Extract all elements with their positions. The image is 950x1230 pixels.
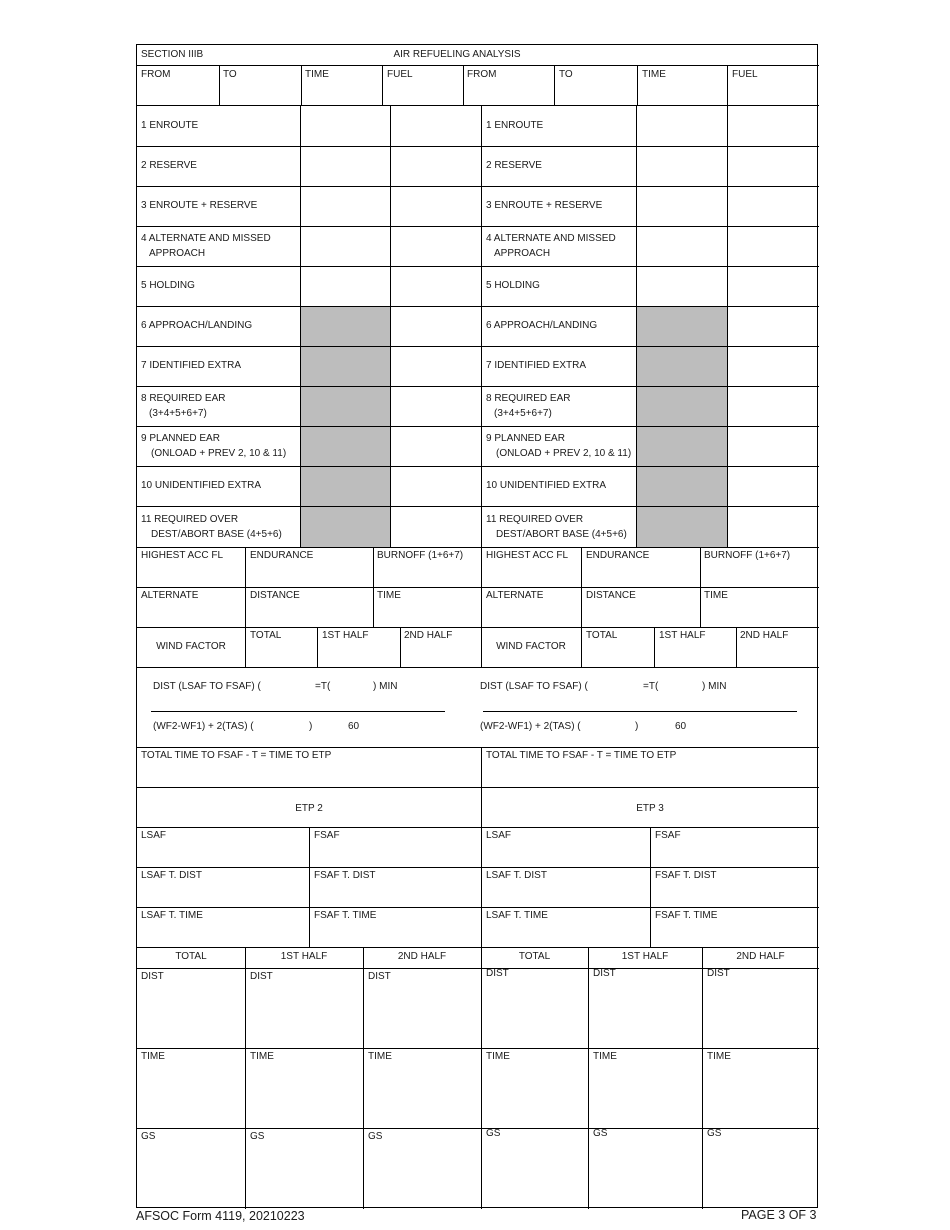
left-min-label: ) MIN <box>373 681 398 692</box>
left-sixty-label: 60 <box>348 721 360 732</box>
left-time-field-2[interactable] <box>303 148 388 184</box>
right-to-input[interactable] <box>559 85 635 103</box>
wind-divider-left <box>245 627 246 667</box>
left-2nd-half-dist-label: DIST <box>368 971 391 982</box>
right-bottom-1st-half-header: 1ST HALF <box>621 951 669 962</box>
right-row-label-8: 8 REQUIRED EAR <box>486 393 571 404</box>
wind-divider-right <box>654 627 655 667</box>
left-header-from: FROM <box>141 69 171 80</box>
right-header-fuel: FUEL <box>732 69 758 80</box>
left-fuel-field-4[interactable] <box>393 228 479 264</box>
left-denominator-label: (WF2-WF1) + 2(TAS) ( <box>153 721 254 732</box>
right-row-sublabel-4: APPROACH <box>494 248 551 259</box>
left-row-label-1: 1 ENROUTE <box>141 120 199 131</box>
shaded-cell <box>301 507 390 547</box>
summary-divider-left <box>245 547 246 627</box>
bottom-column-divider <box>702 947 703 1209</box>
right-2nd-half-dist-label: DIST <box>707 968 730 979</box>
left-header-fuel: FUEL <box>387 69 413 80</box>
bottom-column-divider <box>245 947 246 1209</box>
right-row-label-11: 11 REQUIRED OVER <box>486 514 584 525</box>
fuel-column-divider <box>481 105 482 547</box>
summary-divider-left <box>373 547 374 627</box>
right-dist-formula-label: DIST (LSAF TO FSAF) ( <box>480 681 588 692</box>
left-header-to: TO <box>223 69 237 80</box>
left-fsaf-t-time-label: FSAF T. TIME <box>314 910 377 921</box>
right-distance-label: DISTANCE <box>586 590 636 601</box>
etp-3-title: ETP 3 <box>636 803 664 814</box>
right-total-gs-label: GS <box>486 1128 501 1139</box>
right-lsaf-t-time-label: LSAF T. TIME <box>486 910 548 921</box>
bottom-column-divider <box>588 947 589 1209</box>
page-number: PAGE 3 OF 3 <box>741 1208 817 1222</box>
right-endurance-label: ENDURANCE <box>586 550 650 561</box>
route-header-divider <box>382 65 383 105</box>
right-1st-half-dist-label: DIST <box>593 968 616 979</box>
right-row-sublabel-8: (3+4+5+6+7) <box>494 408 552 419</box>
left-total-time-label: TIME <box>141 1051 165 1062</box>
route-header-divider <box>219 65 220 105</box>
left-row-label-4: 4 ALTERNATE AND MISSED <box>141 233 271 244</box>
left-time-label: TIME <box>377 590 401 601</box>
right-1st-half-time-label: TIME <box>593 1051 617 1062</box>
left-row-label-8: 8 REQUIRED EAR <box>141 393 226 404</box>
right-header-to: TO <box>559 69 573 80</box>
right-fuel-field-3[interactable] <box>730 188 816 224</box>
route-header-divider <box>637 65 638 105</box>
left-wind-1st-half-label: 1ST HALF <box>322 630 369 641</box>
right-wind-factor-label: WIND FACTOR <box>496 641 566 652</box>
etp-divider-right <box>650 827 651 947</box>
right-fuel-field-10[interactable] <box>730 468 816 504</box>
left-dist-formula-label: DIST (LSAF TO FSAF) ( <box>153 681 261 692</box>
right-fuel-field-1[interactable] <box>730 107 816 144</box>
left-time-field-5[interactable] <box>303 268 388 304</box>
left-total-time-label: TOTAL TIME TO FSAF - T = TIME TO ETP <box>141 750 332 761</box>
left-row-sublabel-8: (3+4+5+6+7) <box>149 408 207 419</box>
left-fuel-input[interactable] <box>387 85 461 103</box>
wind-divider <box>137 667 819 668</box>
route-header-divider <box>554 65 555 105</box>
shaded-cell <box>301 307 390 346</box>
right-fuel-field-4[interactable] <box>730 228 816 264</box>
left-row-label-5: 5 HOLDING <box>141 280 195 291</box>
route-header-divider <box>463 65 464 105</box>
left-bottom-2nd-half-header: 2ND HALF <box>397 951 447 962</box>
etp-row-divider <box>137 947 819 948</box>
bottom-column-divider <box>363 947 364 1209</box>
right-fsaf-t-time-label: FSAF T. TIME <box>655 910 718 921</box>
left-fraction-bar <box>151 711 445 712</box>
right-lsaf-t-dist-label: LSAF T. DIST <box>486 870 547 881</box>
left-fuel-field-8[interactable] <box>393 388 479 424</box>
right-time-field-2[interactable] <box>639 148 725 184</box>
shaded-cell <box>637 467 727 506</box>
left-fuel-field-5[interactable] <box>393 268 479 304</box>
left-to-input[interactable] <box>223 85 299 103</box>
right-total-time-label: TIME <box>486 1051 510 1062</box>
left-highest-acc-fl-label: HIGHEST ACC FL <box>141 550 224 561</box>
wind-divider-right <box>736 627 737 667</box>
shaded-cell <box>637 387 727 426</box>
left-close-paren: ) <box>309 721 313 732</box>
right-total-dist-label: DIST <box>486 968 509 979</box>
left-lsaf-label: LSAF <box>141 830 167 841</box>
right-time-label: TIME <box>704 590 728 601</box>
summary-divider-right <box>700 547 701 627</box>
left-row-sublabel-4: APPROACH <box>149 248 206 259</box>
left-header-time: TIME <box>305 69 329 80</box>
left-bottom-total-header: TOTAL <box>175 951 207 962</box>
left-time-field-4[interactable] <box>303 228 388 264</box>
right-bottom-2nd-half-header: 2ND HALF <box>736 951 785 962</box>
right-fsaf-label: FSAF <box>655 830 681 841</box>
left-bottom-1st-half-header: 1ST HALF <box>280 951 328 962</box>
route-header-divider <box>727 65 728 105</box>
left-2nd-half-gs-label: GS <box>368 1131 383 1142</box>
left-row-sublabel-9: (ONLOAD + PREV 2, 10 & 11) <box>151 448 287 459</box>
etp-row-divider <box>137 867 819 868</box>
right-fuel-field-8[interactable] <box>730 388 816 424</box>
right-row-label-6: 6 APPROACH/LANDING <box>486 320 598 331</box>
right-fuel-field-7[interactable] <box>730 348 816 384</box>
fuel-row-divider <box>137 186 819 187</box>
right-2nd-half-gs-label: GS <box>707 1128 722 1139</box>
right-fsaf-t-dist-label: FSAF T. DIST <box>655 870 717 881</box>
left-1st-half-dist-label: DIST <box>250 971 273 982</box>
wind-divider-right <box>581 627 582 667</box>
right-time-field-3[interactable] <box>639 188 725 224</box>
left-wind-total-label: TOTAL <box>250 630 282 641</box>
center-divider <box>481 747 482 1209</box>
left-row-label-11: 11 REQUIRED OVER <box>141 514 239 525</box>
right-fuel-input[interactable] <box>732 85 816 103</box>
left-fuel-field-9[interactable] <box>393 428 479 464</box>
left-fuel-field-2[interactable] <box>393 148 479 184</box>
left-total-dist-label: DIST <box>141 971 164 982</box>
right-fuel-field-9[interactable] <box>730 428 816 464</box>
left-row-sublabel-11: DEST/ABORT BASE (4+5+6) <box>151 529 282 540</box>
right-header-from: FROM <box>467 69 497 80</box>
left-fuel-field-1[interactable] <box>393 107 479 144</box>
form-id: AFSOC Form 4119, 20210223 <box>136 1209 305 1223</box>
right-time-field-1[interactable] <box>639 107 725 144</box>
right-time-input[interactable] <box>642 85 725 103</box>
etp-divider <box>137 827 819 828</box>
right-row-label-10: 10 UNIDENTIFIED EXTRA <box>486 480 607 491</box>
etp-2-title: ETP 2 <box>295 803 323 814</box>
right-1st-half-gs-label: GS <box>593 1128 608 1139</box>
wind-divider-left <box>317 627 318 667</box>
shaded-cell <box>301 387 390 426</box>
left-distance-label: DISTANCE <box>250 590 300 601</box>
left-total-gs-label: GS <box>141 1131 156 1142</box>
shaded-cell <box>301 427 390 466</box>
left-1st-half-gs-label: GS <box>250 1131 265 1142</box>
right-row-label-7: 7 IDENTIFIED EXTRA <box>486 360 587 371</box>
left-wind-2nd-half-label: 2ND HALF <box>404 630 453 641</box>
left-fuel-field-6[interactable] <box>393 308 479 344</box>
right-row-label-4: 4 ALTERNATE AND MISSED <box>486 233 616 244</box>
fuel-row-divider <box>137 105 819 106</box>
summary-divider <box>137 627 819 628</box>
fuel-row-divider <box>137 146 819 147</box>
shaded-cell <box>637 507 727 547</box>
etp-divider-left <box>309 827 310 947</box>
section-label: SECTION IIIB <box>141 49 204 60</box>
right-wind-2nd-half-label: 2ND HALF <box>740 630 789 641</box>
wind-divider-left <box>400 627 401 667</box>
left-time-input[interactable] <box>305 85 380 103</box>
air-refueling-analysis-form <box>136 44 818 1208</box>
right-row-sublabel-11: DEST/ABORT BASE (4+5+6) <box>496 529 627 540</box>
left-row-label-10: 10 UNIDENTIFIED EXTRA <box>141 480 262 491</box>
left-row-label-2: 2 RESERVE <box>141 160 197 171</box>
left-row-label-6: 6 APPROACH/LANDING <box>141 320 253 331</box>
fuel-column-divider <box>390 105 391 547</box>
right-fuel-field-5[interactable] <box>730 268 816 304</box>
shaded-cell <box>301 347 390 386</box>
right-wind-1st-half-label: 1ST HALF <box>659 630 706 641</box>
left-fsaf-label: FSAF <box>314 830 340 841</box>
fuel-row-divider <box>137 226 819 227</box>
left-alternate-label: ALTERNATE <box>141 590 199 601</box>
right-alternate-label: ALTERNATE <box>486 590 544 601</box>
left-fuel-field-7[interactable] <box>393 348 479 384</box>
right-row-sublabel-9: (ONLOAD + PREV 2, 10 & 11) <box>496 448 632 459</box>
shaded-cell <box>637 307 727 346</box>
fuel-row-divider <box>137 266 819 267</box>
right-lsaf-label: LSAF <box>486 830 512 841</box>
right-fraction-bar <box>483 711 797 712</box>
left-time-field-1[interactable] <box>303 107 388 144</box>
right-row-label-2: 2 RESERVE <box>486 160 542 171</box>
left-fuel-field-3[interactable] <box>393 188 479 224</box>
shaded-cell <box>301 467 390 506</box>
right-time-field-4[interactable] <box>639 228 725 264</box>
left-fuel-field-10[interactable] <box>393 468 479 504</box>
right-total-time-label: TOTAL TIME TO FSAF - T = TIME TO ETP <box>486 750 677 761</box>
right-fuel-field-6[interactable] <box>730 308 816 344</box>
right-close-paren: ) <box>635 721 639 732</box>
right-from-input[interactable] <box>467 85 552 103</box>
left-row-label-9: 9 PLANNED EAR <box>141 433 220 444</box>
right-denominator-label: (WF2-WF1) + 2(TAS) ( <box>480 721 581 732</box>
shaded-cell <box>637 427 727 466</box>
right-wind-total-label: TOTAL <box>586 630 618 641</box>
right-bottom-total-header: TOTAL <box>518 951 551 962</box>
right-burnoff-label: BURNOFF (1+6+7) <box>704 550 791 561</box>
header-divider <box>137 65 819 66</box>
left-from-input[interactable] <box>141 85 217 103</box>
right-highest-acc-fl-label: HIGHEST ACC FL <box>486 550 569 561</box>
left-row-label-3: 3 ENROUTE + RESERVE <box>141 200 258 211</box>
center-divider <box>481 547 482 627</box>
left-eq-t-label: =T( <box>315 681 331 692</box>
summary-divider-right <box>581 547 582 627</box>
left-lsaf-t-time-label: LSAF T. TIME <box>141 910 203 921</box>
left-lsaf-t-dist-label: LSAF T. DIST <box>141 870 202 881</box>
right-min-label: ) MIN <box>702 681 727 692</box>
right-eq-t-label: =T( <box>643 681 659 692</box>
right-2nd-half-time-label: TIME <box>707 1051 731 1062</box>
right-row-label-5: 5 HOLDING <box>486 280 540 291</box>
fuel-column-divider <box>727 105 728 547</box>
right-header-time: TIME <box>642 69 666 80</box>
right-sixty-label: 60 <box>675 721 687 732</box>
left-wind-factor-label: WIND FACTOR <box>156 641 226 652</box>
left-2nd-half-time-label: TIME <box>368 1051 392 1062</box>
route-header-divider <box>301 65 302 105</box>
total-time-divider <box>137 787 819 788</box>
left-1st-half-time-label: TIME <box>250 1051 274 1062</box>
left-endurance-label: ENDURANCE <box>250 550 314 561</box>
right-fuel-field-2[interactable] <box>730 148 816 184</box>
right-row-label-1: 1 ENROUTE <box>486 120 544 131</box>
right-fuel-field-11[interactable] <box>730 508 816 545</box>
left-time-field-3[interactable] <box>303 188 388 224</box>
shaded-cell <box>637 347 727 386</box>
left-row-label-7: 7 IDENTIFIED EXTRA <box>141 360 242 371</box>
right-time-field-5[interactable] <box>639 268 725 304</box>
form-title: AIR REFUELING ANALYSIS <box>393 49 521 60</box>
right-row-label-3: 3 ENROUTE + RESERVE <box>486 200 603 211</box>
left-fuel-field-11[interactable] <box>393 508 479 545</box>
right-row-label-9: 9 PLANNED EAR <box>486 433 565 444</box>
left-fsaf-t-dist-label: FSAF T. DIST <box>314 870 376 881</box>
left-burnoff-label: BURNOFF (1+6+7) <box>377 550 464 561</box>
